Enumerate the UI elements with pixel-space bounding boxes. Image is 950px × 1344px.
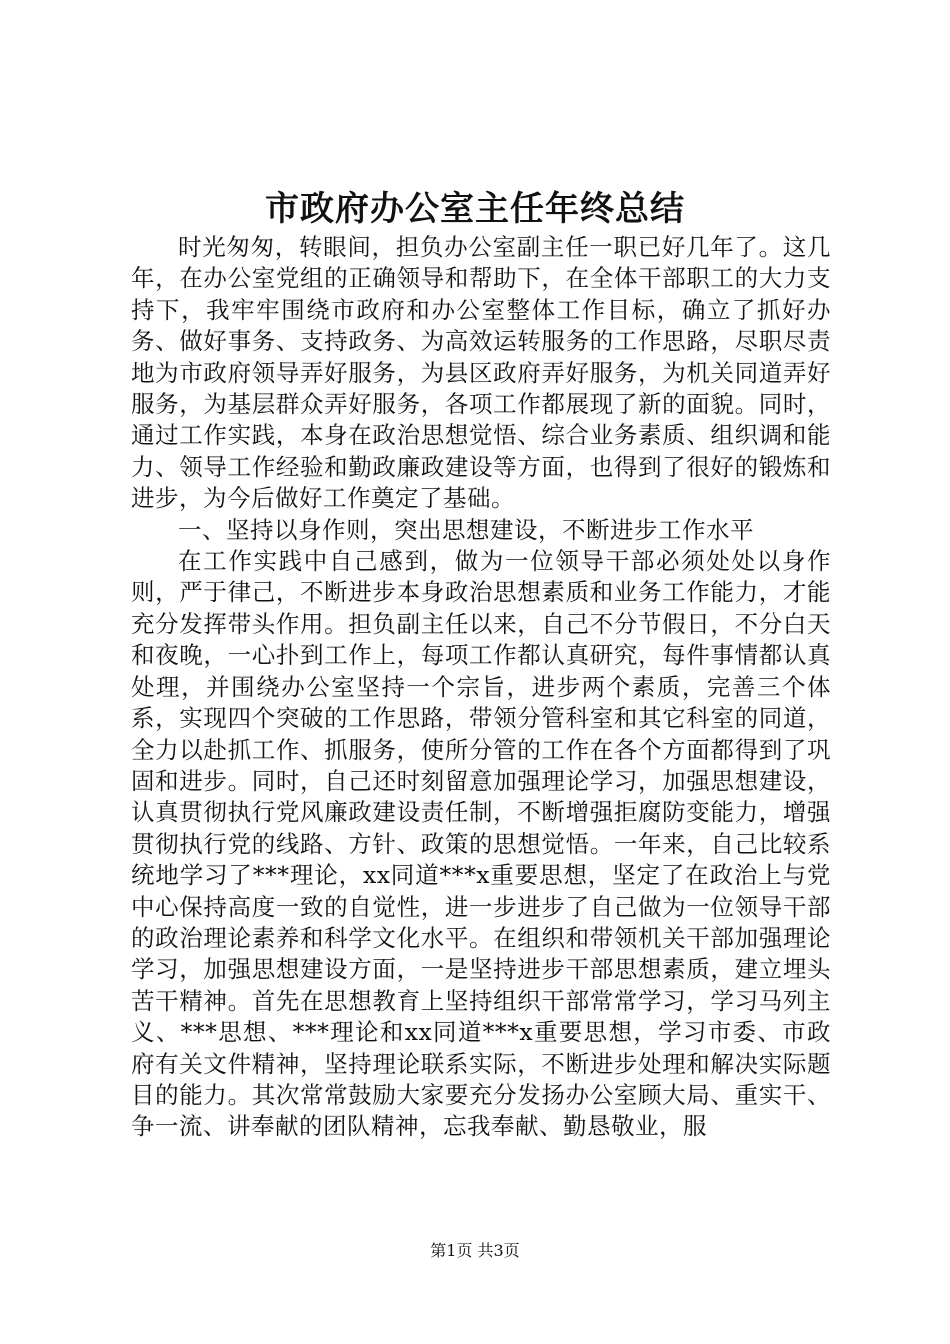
page-number-footer: 第1页 共3页 (430, 1241, 520, 1260)
document-body (131, 232, 831, 1143)
paragraph-intro: 时光匆匆，转眼间，担负办公室副主任一职已好几年了。这几年，在办公室党组的正确领导和帮助下，在全体干部职工的大力支持下，我牢牢围绕市政府和办公室整体工作目标，确立了抓好办务、做好事务、支持政务、为高效运转服务的工作思路，尽职尽责地为市政府领导弄好服务，为县区政府弄好服务，为机关同道弄好服务，为基层群众弄好服务，各项工作都展现了新的面貌。同时，通过工作实践，本身在政治思想觉悟、综合业务素质、组织调和能力、领导工作经验和勤政廉政建设等方面，也得到了很好的锻炼和进步，为今后做好工作奠定了基础。 (131, 233, 831, 513)
section-heading-1: 一、坚持以身作则，突出思想建设，不断进步工作水平 (178, 515, 754, 544)
paragraph-section-1: 在工作实践中自己感到，做为一位领导干部必须处处以身作则，严于律己，不断进步本身政治思想素质和业务工作能力，才能充分发挥带头作用。担负副主任以来，自己不分节假日，不分白天和夜晚，一心扑到工作上，每项工作都认真研究，每件事情都认真处理，并围绕办公室坚持一个宗旨，进步两个素质，完善三个体系，实现四个突破的工作思路，带领分管科室和其它科室的同道，全力以赴抓工作、抓服务，使所分管的工作在各个方面都得到了巩固和进步。同时，自己还时刻留意加强理论学习，加强思想建设，认真贯彻执行党风廉政建设责任制，不断增强拒腐防变能力，增强贯彻执行党的线路、方针、政策的思想觉悟。一年来，自己比较系统地学习了***理论，xx同道***x重要思想，坚定了在政治上与党中心保持高度一致的自觉性，进一步进步了自己做为一位领导干部的政治理论素养和科学文化水平。在组织和带领机关干部加强理论学习，加强思想建设方面，一是坚持进步干部思想素质，建立埋头苦干精神。首先在思想教育上坚持组织干部常常学习，学习马列主义、***思想、***理论和xx同道***x重要思想，学习市委、市政府有关文件精神，坚持理论联系实际，不断进步处理和解决实际题目的能力。其次常常鼓励大家要充分发扬办公室顾大局、重实干、争一流、讲奉献的团队精神，忘我奉献、勤恳敬业，服 (131, 547, 831, 1141)
document-title: 市政府办公室主任年终总结 (265, 189, 685, 229)
